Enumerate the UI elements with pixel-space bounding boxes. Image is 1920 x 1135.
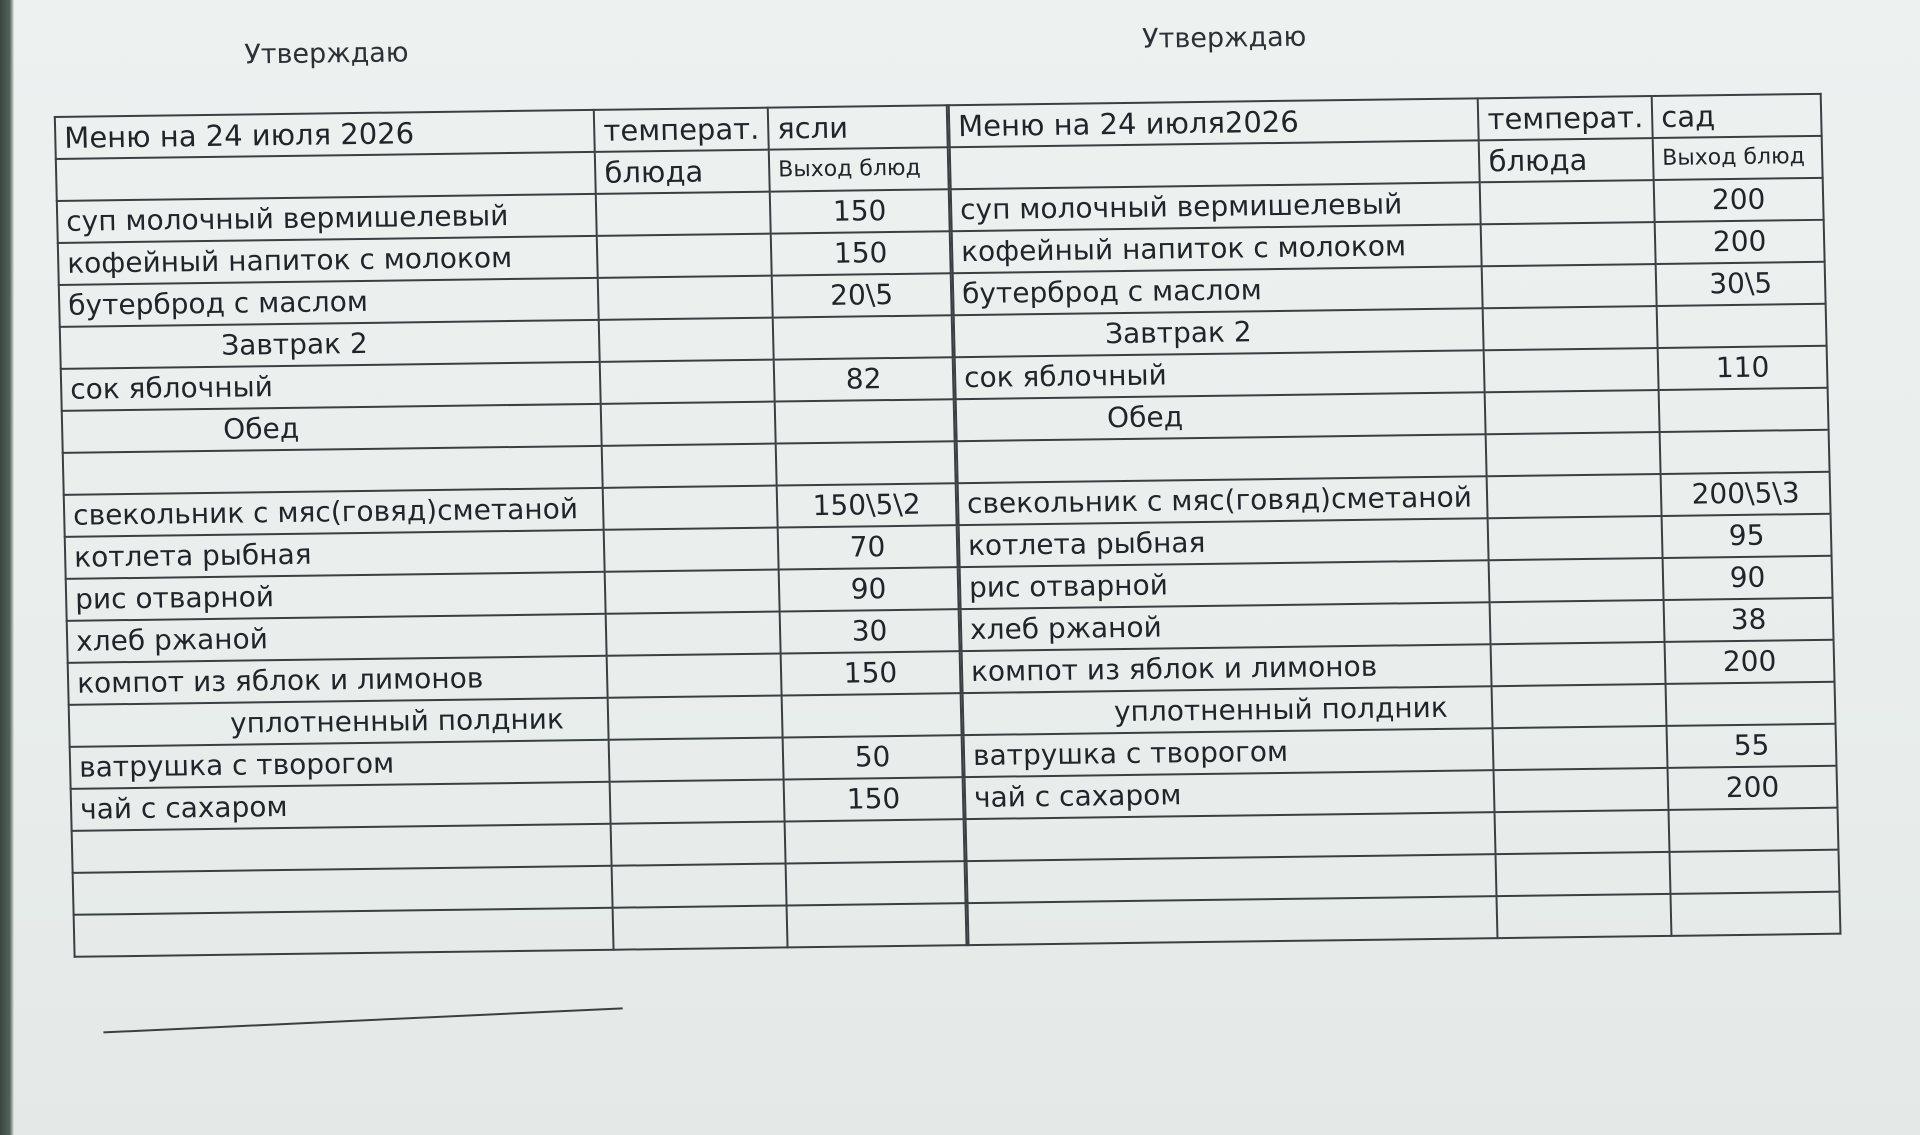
dish-name: свекольник с мяс(говяд)сметаной xyxy=(958,476,1488,525)
dish-temperature xyxy=(1483,306,1658,350)
menu-table-nursery xyxy=(54,104,968,958)
column-output-subheader: Выход блюд xyxy=(769,147,949,191)
dish-output: 50 xyxy=(783,735,963,779)
dish-name: хлеб ржаной xyxy=(67,614,607,663)
dish-name xyxy=(967,896,1497,945)
dish-name: рис отварной xyxy=(960,560,1490,609)
dish-temperature xyxy=(603,486,778,530)
subheader-empty xyxy=(56,152,596,201)
dish-name: чай с сахаром xyxy=(965,770,1495,819)
dish-name: компот из яблок и лимонов xyxy=(962,644,1492,693)
dish-output: 200\5\3 xyxy=(1661,472,1831,516)
column-group-header: сад xyxy=(1652,94,1822,138)
dish-temperature xyxy=(1482,264,1657,308)
column-output-subheader: Выход блюд xyxy=(1653,136,1823,180)
dish-name: кофейный напиток с молоком xyxy=(952,224,1482,273)
dish-name xyxy=(957,434,1487,483)
dish-temperature xyxy=(599,318,774,362)
dish-temperature xyxy=(1496,852,1671,896)
dish-output xyxy=(775,399,955,443)
menu-title: Меню на 24 июля2026 xyxy=(949,98,1479,147)
dish-output xyxy=(785,819,965,863)
dish-name xyxy=(72,824,612,873)
dish-output: 110 xyxy=(1658,346,1828,390)
dish-output: 150 xyxy=(784,777,964,821)
menu-sheet xyxy=(54,93,1842,958)
dish-output xyxy=(1659,388,1829,432)
dish-output: 150\5\2 xyxy=(777,483,957,527)
dish-name xyxy=(965,812,1495,861)
dish-name: суп молочный вермишелевый xyxy=(951,182,1481,231)
dish-name: свекольник с мяс(говяд)сметаной xyxy=(64,488,604,537)
menu-document xyxy=(52,17,1844,1080)
dish-temperature xyxy=(609,737,784,781)
dish-name xyxy=(63,446,603,495)
dish-temperature xyxy=(612,863,787,907)
dish-output: 150 xyxy=(771,231,951,275)
dish-output xyxy=(773,315,953,359)
dish-temperature xyxy=(597,234,772,278)
dish-temperature xyxy=(1493,726,1668,770)
dish-output: 95 xyxy=(1662,514,1832,558)
dish-temperature xyxy=(1488,516,1663,560)
dish-name: ватрушка с творогом xyxy=(964,728,1494,777)
dish-output: 200 xyxy=(1668,766,1838,810)
dish-output: 30\5 xyxy=(1656,262,1826,306)
dish-temperature xyxy=(608,696,783,740)
dish-temperature xyxy=(613,905,788,949)
dish-output xyxy=(1660,430,1830,474)
dish-name: бутерброд с маслом xyxy=(59,278,599,327)
column-temp-header: температ. xyxy=(594,108,769,152)
dish-name: котлета рыбная xyxy=(959,518,1489,567)
dish-temperature xyxy=(610,779,785,823)
dish-output xyxy=(1669,808,1839,852)
dish-name: кофейный напиток с молоком xyxy=(58,236,598,285)
dish-output: 30 xyxy=(780,609,960,653)
column-group-header: ясли xyxy=(768,105,948,149)
dish-output: 200 xyxy=(1665,640,1835,684)
dish-name: сок яблочный xyxy=(955,350,1485,399)
dish-name: котлета рыбная xyxy=(65,530,605,579)
dish-output: 200 xyxy=(1654,178,1824,222)
dish-name: ватрушка с творогом xyxy=(70,740,610,789)
dish-temperature xyxy=(605,570,780,614)
section-title: Завтрак 2 xyxy=(60,320,600,369)
dish-temperature xyxy=(1487,474,1662,518)
dish-temperature xyxy=(1484,348,1659,392)
dish-output: 55 xyxy=(1667,724,1837,768)
dish-temperature xyxy=(606,612,781,656)
dish-temperature xyxy=(1492,684,1667,728)
dish-name: рис отварной xyxy=(66,572,606,621)
approve-label-left: Утверждаю xyxy=(244,37,409,71)
column-temp-subheader: блюда xyxy=(595,150,770,194)
dish-output: 150 xyxy=(781,651,961,695)
dish-output: 38 xyxy=(1664,598,1834,642)
section-title: Обед xyxy=(956,392,1486,441)
dish-temperature xyxy=(1490,600,1665,644)
dish-output xyxy=(1671,892,1841,936)
dish-name: хлеб ржаной xyxy=(961,602,1491,651)
dish-temperature xyxy=(1485,390,1660,434)
dish-temperature xyxy=(1486,432,1661,476)
dish-output xyxy=(1657,304,1827,348)
dish-temperature xyxy=(1480,180,1655,224)
section-title: Завтрак 2 xyxy=(954,308,1484,357)
dish-temperature xyxy=(600,360,775,404)
dish-temperature xyxy=(607,654,782,698)
dish-output: 200 xyxy=(1655,220,1825,264)
approve-label-right: Утверждаю xyxy=(1141,21,1307,55)
section-title: Обед xyxy=(62,404,602,453)
dish-output: 90 xyxy=(779,567,959,611)
dish-name xyxy=(966,854,1496,903)
desk-edge xyxy=(0,0,14,1135)
dish-name xyxy=(74,908,614,957)
section-title: уплотненный полдник xyxy=(963,686,1493,735)
dish-output: 20\5 xyxy=(772,273,952,317)
dish-temperature xyxy=(1495,810,1670,854)
dish-temperature xyxy=(604,528,779,572)
dish-temperature xyxy=(598,276,773,320)
dish-temperature xyxy=(601,402,776,446)
dish-output: 70 xyxy=(778,525,958,569)
dish-temperature xyxy=(611,821,786,865)
dish-name: чай с сахаром xyxy=(71,782,611,831)
dish-output: 90 xyxy=(1663,556,1833,600)
column-temp-subheader: блюда xyxy=(1479,138,1654,182)
dish-output xyxy=(786,861,966,905)
menu-table-kindergarten xyxy=(948,93,1842,946)
dish-temperature xyxy=(602,444,777,488)
dish-temperature xyxy=(1497,894,1672,938)
dish-temperature xyxy=(1491,642,1666,686)
column-temp-header: температ. xyxy=(1478,96,1653,140)
dish-name: компот из яблок и лимонов xyxy=(68,656,608,705)
dish-output xyxy=(782,693,962,737)
signature-line xyxy=(103,1007,622,1033)
subheader-empty xyxy=(950,140,1480,189)
dish-output xyxy=(776,441,956,485)
dish-temperature xyxy=(596,192,771,236)
dish-output xyxy=(1670,850,1840,894)
section-title: уплотненный полдник xyxy=(69,698,609,747)
dish-temperature xyxy=(1481,222,1656,266)
dish-name: бутерброд с маслом xyxy=(953,266,1483,315)
dish-output: 150 xyxy=(770,189,950,233)
dish-name: суп молочный вермишелевый xyxy=(57,194,597,243)
dish-name xyxy=(73,866,613,915)
dish-name: сок яблочный xyxy=(61,362,601,411)
dish-temperature xyxy=(1489,558,1664,602)
dish-output xyxy=(1666,682,1836,726)
dish-temperature xyxy=(1494,768,1669,812)
menu-title: Меню на 24 июля 2026 xyxy=(55,110,595,159)
dish-output xyxy=(787,903,967,947)
dish-output: 82 xyxy=(774,357,954,401)
